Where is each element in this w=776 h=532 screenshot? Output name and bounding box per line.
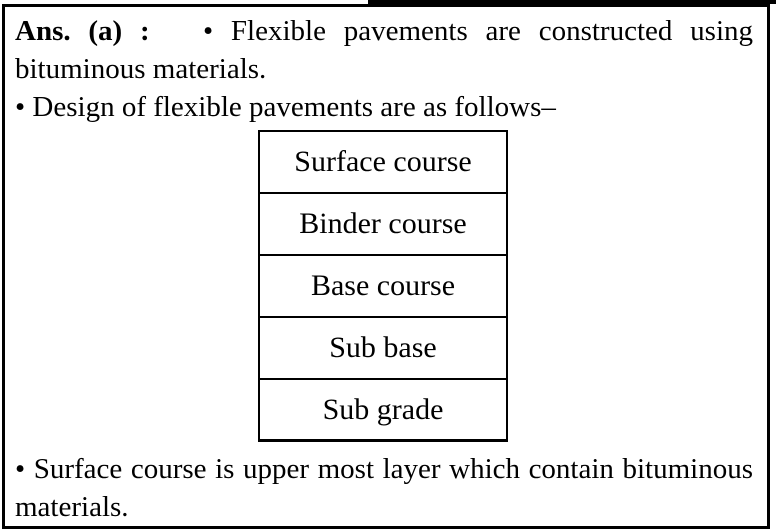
answer-text-1: Flexible pavements are constructed using bituminous materials.: [15, 15, 754, 85]
bullet-icon: •: [15, 91, 26, 123]
answer-text-2: Design of flexible pavements are as follows–: [32, 91, 556, 123]
bullet-icon: •: [202, 15, 214, 47]
answer-text-3: Surface course is upper most layer which contain bituminous materials.: [15, 453, 754, 523]
answer-paragraph-1: [15, 12, 753, 88]
layer-sub-grade: Sub grade: [258, 380, 508, 442]
layer-surface-course: Surface course: [258, 130, 508, 194]
layer-sub-base: Sub base: [258, 318, 508, 380]
bullet-icon: •: [15, 453, 26, 485]
answer-paragraph-3: [15, 450, 753, 526]
layer-base-course: Base course: [258, 256, 508, 318]
layer-binder-course: Binder course: [258, 194, 508, 256]
pavement-layers-diagram: [258, 130, 508, 442]
answer-label: Ans. (a) :: [15, 15, 150, 47]
answer-paragraph-2: [15, 88, 753, 126]
